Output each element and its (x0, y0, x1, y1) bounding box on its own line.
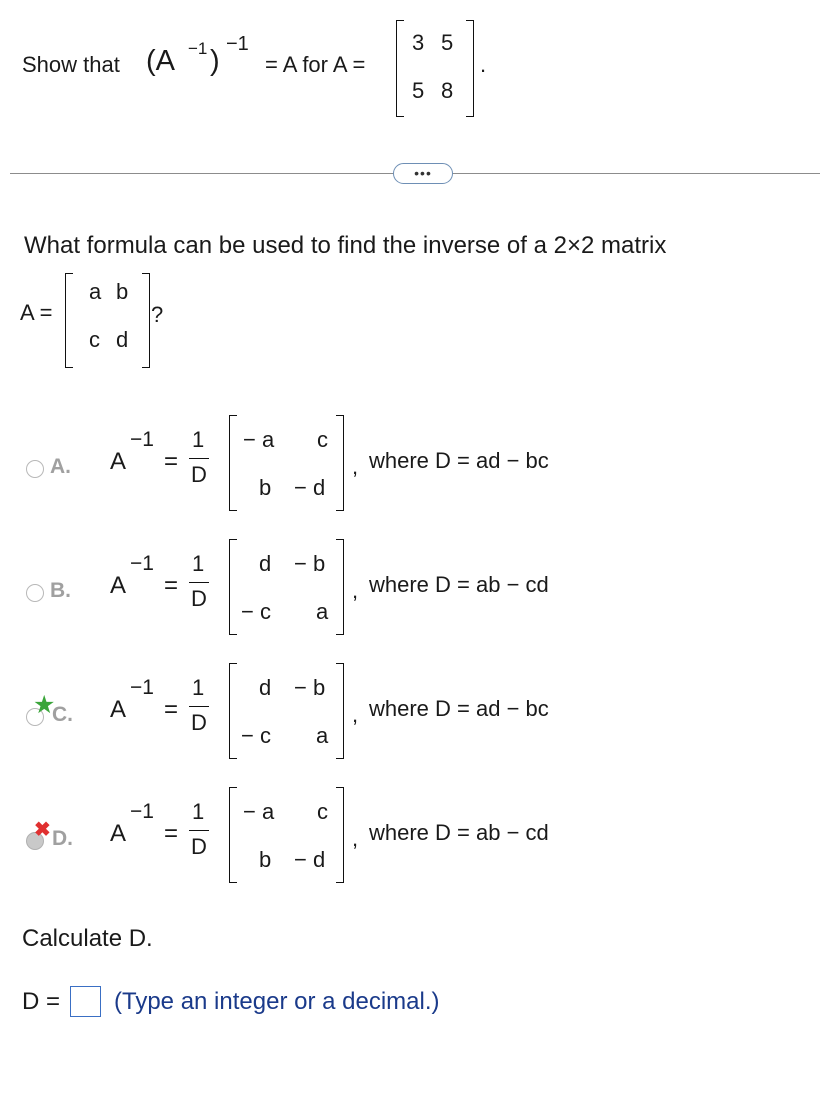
matrix-bracket-left (229, 539, 237, 635)
matrix-cell: − b (294, 675, 326, 700)
matrix-bracket-right (336, 663, 344, 759)
matrix-bracket-right (336, 787, 344, 883)
fraction-numerator: 1 (192, 675, 205, 700)
exponent: −1 (130, 800, 154, 823)
equals-sign: = (164, 820, 179, 847)
matrix-cell: 8 (441, 78, 454, 103)
comma: , (352, 826, 359, 851)
option-letter: A. (50, 455, 71, 478)
equals-A-for-A: = A for A = (265, 52, 366, 77)
exponent: −1 (130, 428, 154, 451)
fraction-numerator: 1 (192, 427, 205, 452)
equals-sign: = (164, 696, 179, 723)
matrix-cell: a (316, 723, 329, 748)
paren-close: ) (210, 45, 220, 77)
fraction-denominator: D (191, 586, 207, 611)
fraction-denominator: D (191, 834, 207, 859)
where-clause: where D = ad − bc (369, 448, 549, 473)
A-equals: A = (20, 300, 53, 325)
exponent: −1 (130, 552, 154, 575)
option-letter: C. (52, 703, 73, 726)
matrix-cell: − a (243, 799, 275, 824)
x-icon: ✖ (34, 819, 51, 841)
matrix-bracket-right (336, 415, 344, 511)
period: . (480, 52, 487, 77)
where-clause: where D = ab − cd (369, 572, 549, 597)
option-letter: B. (50, 579, 71, 602)
matrix-cell: − b (294, 551, 326, 576)
matrix-bracket-left (229, 787, 237, 883)
matrix-cell: − c (241, 599, 271, 624)
matrix-cell: b (259, 475, 272, 500)
option-d[interactable] (0, 782, 820, 892)
option-letter: D. (52, 827, 73, 850)
calculate-prompt: Calculate D. (22, 925, 153, 952)
comma: , (352, 702, 359, 727)
show-that-text: Show that (22, 52, 120, 77)
fraction-denominator: D (191, 710, 207, 735)
matrix-cell: 5 (412, 78, 425, 103)
matrix-cell: a (89, 279, 102, 304)
matrix-cell: 3 (412, 30, 425, 55)
fraction-bar (189, 458, 209, 459)
lhs-A: A (110, 696, 127, 723)
outer-exponent: −1 (226, 33, 249, 55)
option-b[interactable] (0, 534, 820, 644)
matrix-bracket-left (65, 273, 73, 368)
answer-hint: (Type an integer or a decimal.) (114, 988, 440, 1015)
matrix-bracket-right (336, 539, 344, 635)
lhs-A: A (110, 820, 127, 847)
matrix-cell: − d (294, 475, 326, 500)
where-clause: where D = ad − bc (369, 696, 549, 721)
fraction-numerator: 1 (192, 551, 205, 576)
lhs-A: A (110, 448, 127, 475)
matrix-bracket-left (229, 415, 237, 511)
matrix-bracket-right (466, 20, 474, 117)
matrix-cell: c (317, 427, 328, 452)
equals-sign: = (164, 572, 179, 599)
answer-input[interactable] (70, 986, 101, 1017)
matrix-cell: d (259, 675, 272, 700)
where-clause: where D = ab − cd (369, 820, 549, 845)
matrix-cell: b (116, 279, 129, 304)
option-a[interactable] (0, 410, 820, 520)
lhs-A: A (110, 572, 127, 599)
matrix-cell: b (259, 847, 272, 872)
radio-button[interactable] (26, 460, 44, 478)
paren-open-A: (A (146, 45, 175, 77)
matrix-cell: c (89, 327, 100, 352)
answer-label: D = (22, 988, 61, 1015)
matrix-cell: d (259, 551, 272, 576)
matrix-cell: − d (294, 847, 326, 872)
fraction-bar (189, 830, 209, 831)
fraction-numerator: 1 (192, 799, 205, 824)
comma: , (352, 578, 359, 603)
comma: , (352, 454, 359, 479)
matrix-cell: a (316, 599, 329, 624)
matrix-cell: 5 (441, 30, 454, 55)
matrix-bracket-left (229, 663, 237, 759)
matrix-cell: d (116, 327, 129, 352)
question-text: What formula can be used to find the inverse of a 2×2 matrix (24, 232, 667, 259)
fraction-denominator: D (191, 462, 207, 487)
radio-button[interactable] (26, 584, 44, 602)
fraction-bar (189, 582, 209, 583)
option-c[interactable] (0, 658, 820, 768)
star-icon: ★ (33, 691, 56, 719)
matrix-cell: c (317, 799, 328, 824)
inner-exponent: −1 (188, 39, 208, 58)
fraction-bar (189, 706, 209, 707)
more-button[interactable]: ••• (393, 163, 453, 184)
question-mark: ? (151, 302, 164, 327)
exponent: −1 (130, 676, 154, 699)
matrix-cell: − a (243, 427, 275, 452)
matrix-cell: − c (241, 723, 271, 748)
equals-sign: = (164, 448, 179, 475)
matrix-bracket-left (396, 20, 404, 117)
matrix-bracket-right (142, 273, 150, 368)
